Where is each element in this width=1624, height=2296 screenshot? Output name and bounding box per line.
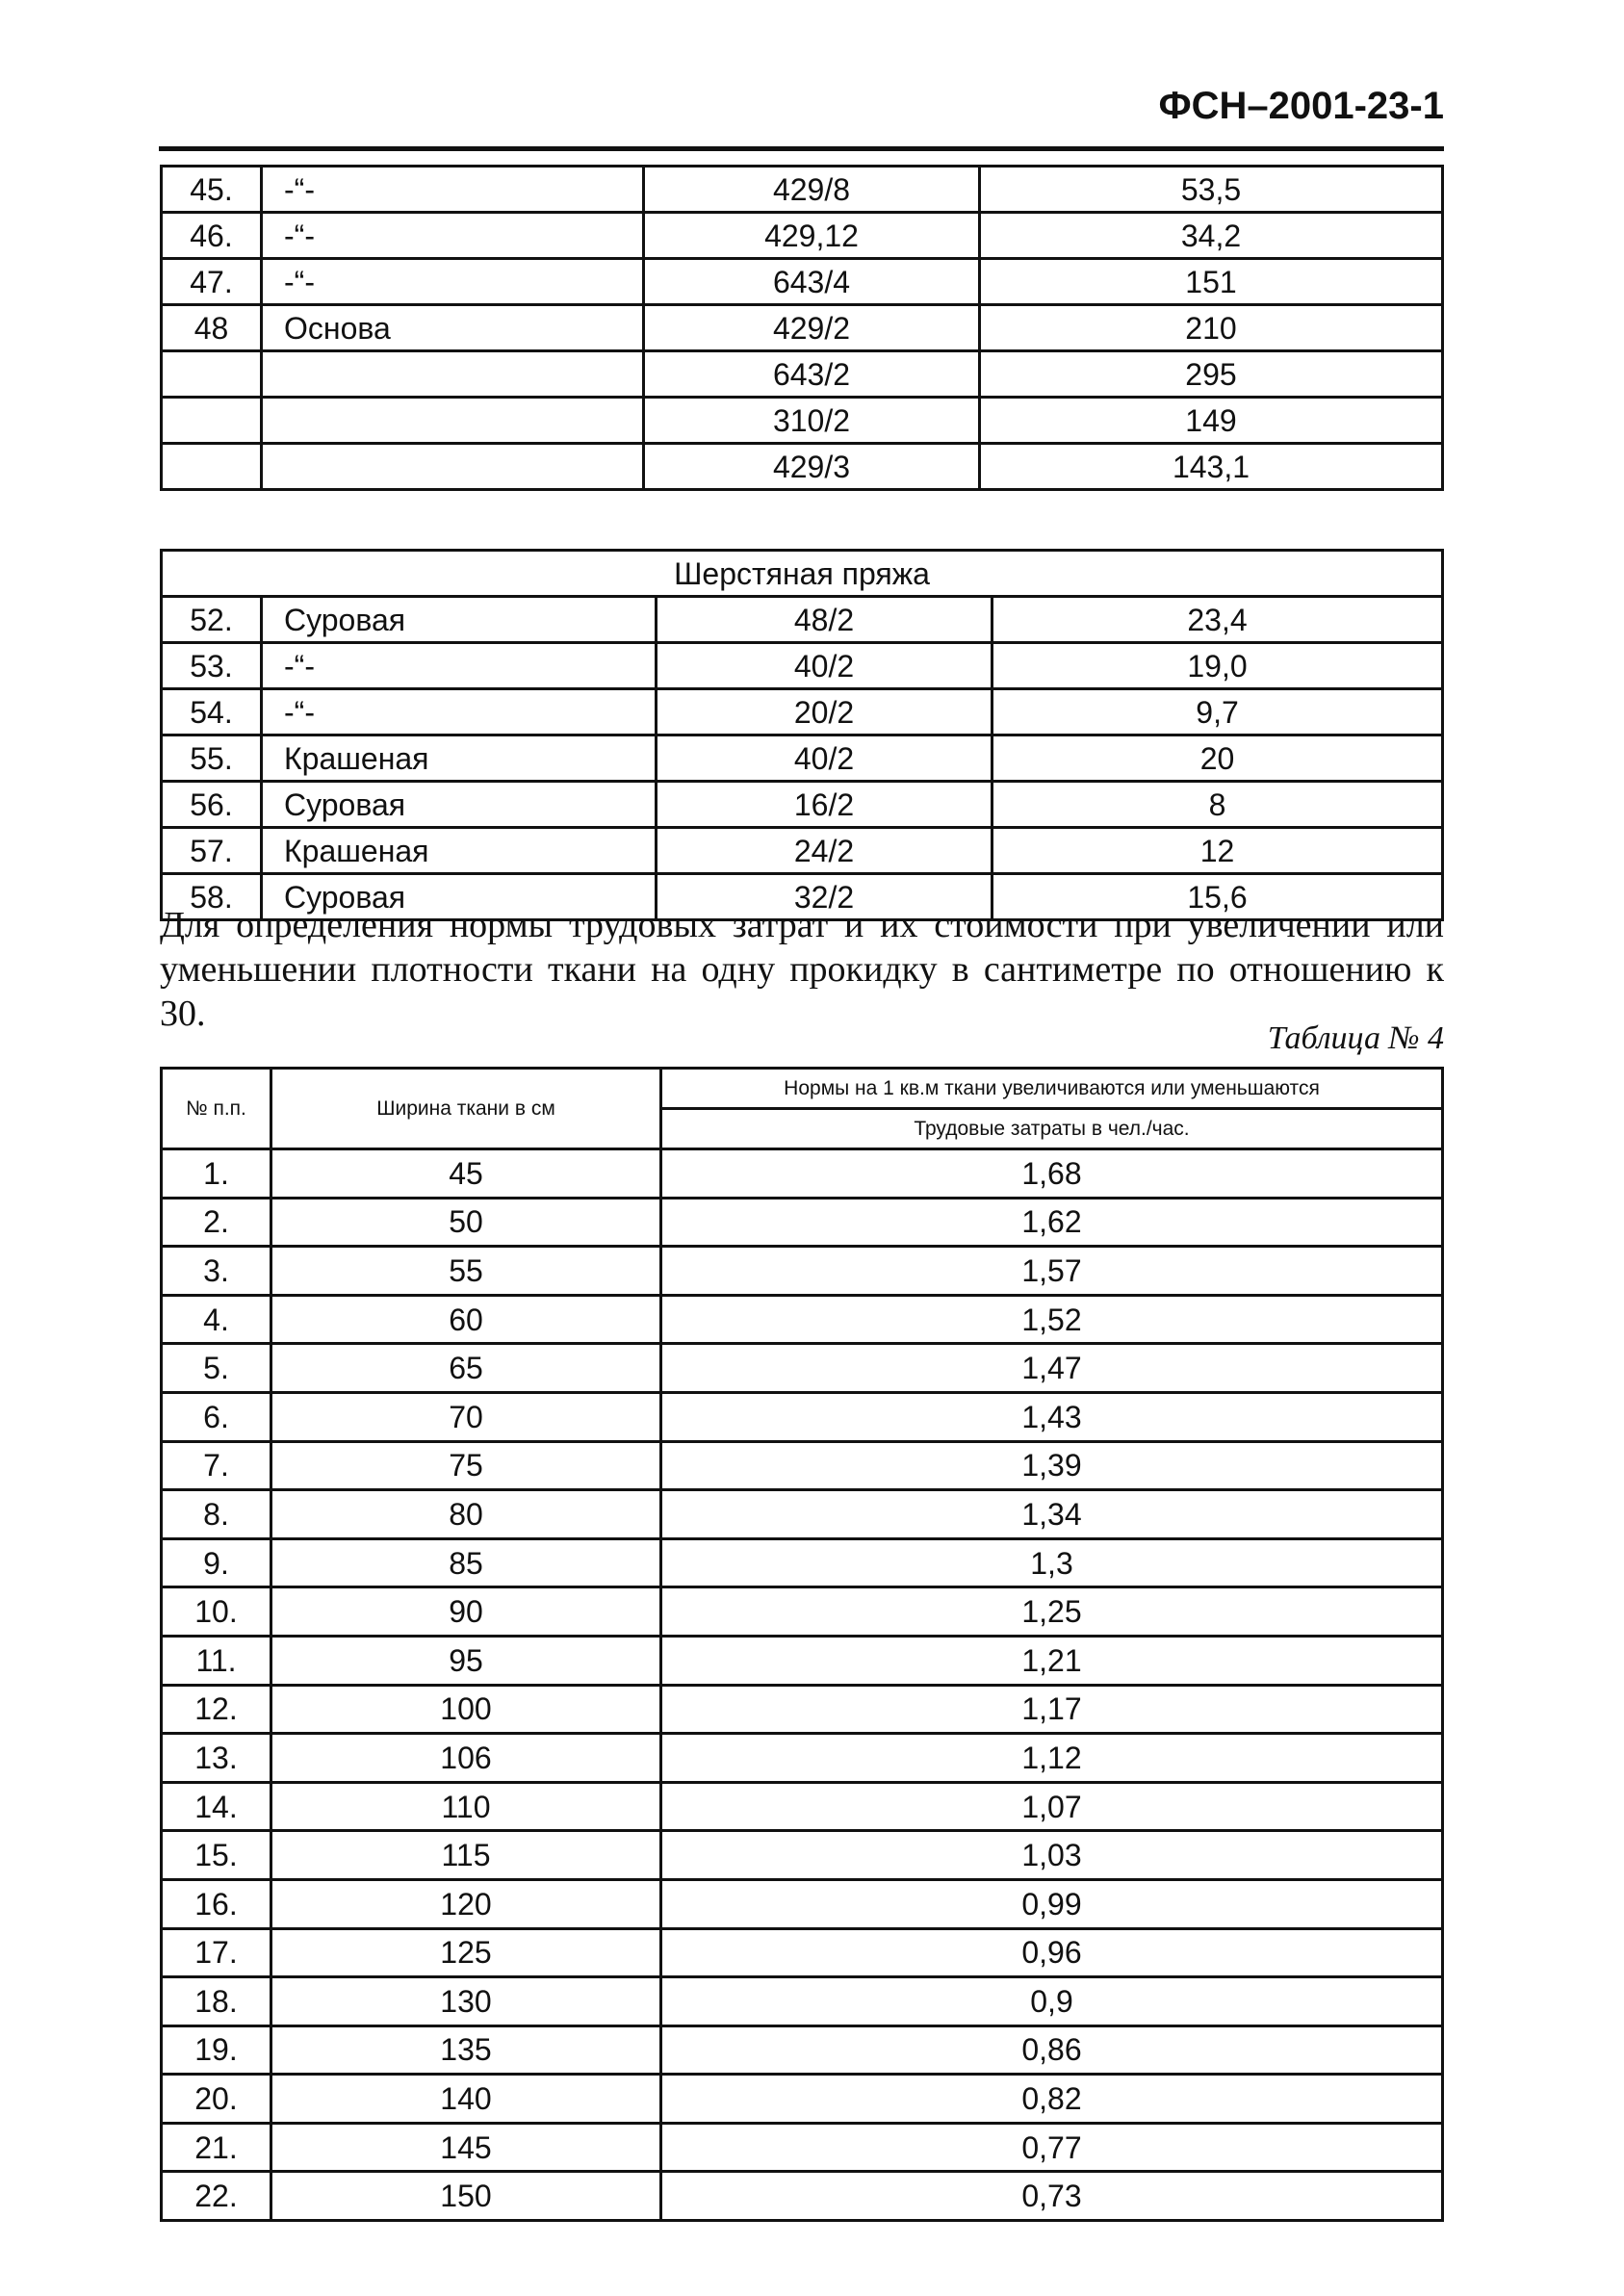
table-4-header-num: № п.п. — [162, 1069, 271, 1149]
fabric-width-cell: 80 — [271, 1490, 661, 1539]
table-row — [162, 213, 1443, 259]
row-number-cell: 3. — [162, 1247, 271, 1296]
table-row — [162, 782, 1443, 828]
labor-cost-cell: 0,82 — [661, 2075, 1443, 2124]
value-cell: 34,2 — [980, 213, 1443, 259]
yarn-name-cell: Крашеная — [262, 828, 657, 874]
row-number-cell: 8. — [162, 1490, 271, 1539]
labor-cost-cell: 1,21 — [661, 1636, 1443, 1685]
labor-cost-cell: 0,9 — [661, 1977, 1443, 2026]
value-cell: 23,4 — [992, 597, 1443, 643]
section-title: Шерстяная пряжа — [162, 551, 1443, 597]
table-row — [162, 167, 1443, 213]
labor-cost-cell: 1,12 — [661, 1734, 1443, 1783]
row-number-cell — [162, 351, 262, 398]
table-row — [162, 2123, 1443, 2172]
table-4-header-width: Ширина ткани в см — [271, 1069, 661, 1149]
fabric-width-cell: 125 — [271, 1928, 661, 1977]
table-row — [162, 1295, 1443, 1344]
row-number-cell: 58. — [162, 874, 262, 920]
fabric-width-cell: 130 — [271, 1977, 661, 2026]
table-row — [162, 2025, 1443, 2075]
labor-cost-cell: 1,17 — [661, 1685, 1443, 1734]
row-number-cell: 54. — [162, 689, 262, 735]
row-number-cell: 13. — [162, 1734, 271, 1783]
table-row — [162, 689, 1443, 735]
labor-cost-cell: 0,96 — [661, 1928, 1443, 1977]
table-row — [162, 259, 1443, 305]
yarn-name-cell: Суровая — [262, 874, 657, 920]
table-row — [162, 1247, 1443, 1296]
table-row — [162, 305, 1443, 351]
table-row — [162, 1490, 1443, 1539]
table-row — [162, 1538, 1443, 1587]
yarn-spec-cell: 429/8 — [644, 167, 980, 213]
fabric-width-cell: 140 — [271, 2075, 661, 2124]
row-number-cell: 11. — [162, 1636, 271, 1685]
yarn-spec-cell: 429/2 — [644, 305, 980, 351]
table-row — [162, 1636, 1443, 1685]
row-number-cell: 12. — [162, 1685, 271, 1734]
yarn-name-cell: -“- — [262, 643, 657, 689]
row-number-cell — [162, 398, 262, 444]
yarn-spec-cell: 32/2 — [657, 874, 992, 920]
fabric-width-cell: 90 — [271, 1587, 661, 1637]
value-cell: 149 — [980, 398, 1443, 444]
fabric-width-cell: 70 — [271, 1392, 661, 1441]
labor-cost-cell: 0,99 — [661, 1879, 1443, 1928]
row-number-cell: 47. — [162, 259, 262, 305]
row-number-cell — [162, 444, 262, 490]
table-row — [162, 1977, 1443, 2026]
fabric-width-cell: 115 — [271, 1831, 661, 1880]
yarn-spec-cell: 643/4 — [644, 259, 980, 305]
yarn-name-cell: -“- — [262, 213, 644, 259]
labor-cost-cell: 1,03 — [661, 1831, 1443, 1880]
yarn-spec-cell: 16/2 — [657, 782, 992, 828]
table-row — [162, 1149, 1443, 1199]
table-4-header-norms: Нормы на 1 кв.м ткани увеличиваются или уменьшаются — [661, 1069, 1443, 1109]
row-number-cell: 5. — [162, 1344, 271, 1393]
labor-cost-cell: 1,57 — [661, 1247, 1443, 1296]
yarn-spec-cell: 40/2 — [657, 735, 992, 782]
row-number-cell: 15. — [162, 1831, 271, 1880]
value-cell: 143,1 — [980, 444, 1443, 490]
row-number-cell: 22. — [162, 2172, 271, 2221]
yarn-name-cell: -“- — [262, 259, 644, 305]
row-number-cell: 14. — [162, 1782, 271, 1831]
fabric-width-cell: 65 — [271, 1344, 661, 1393]
row-number-cell: 2. — [162, 1198, 271, 1247]
table-row — [162, 1831, 1443, 1880]
labor-cost-cell: 1,43 — [661, 1392, 1443, 1441]
table-row — [162, 1879, 1443, 1928]
value-cell: 210 — [980, 305, 1443, 351]
row-number-cell: 57. — [162, 828, 262, 874]
header-rule — [159, 146, 1444, 151]
row-number-cell: 18. — [162, 1977, 271, 2026]
row-number-cell: 46. — [162, 213, 262, 259]
row-number-cell: 16. — [162, 1879, 271, 1928]
table-4-header-row — [162, 1069, 1443, 1109]
fabric-width-cell: 60 — [271, 1295, 661, 1344]
row-number-cell: 45. — [162, 167, 262, 213]
yarn-spec-cell: 429,12 — [644, 213, 980, 259]
row-number-cell: 55. — [162, 735, 262, 782]
table-row — [162, 1734, 1443, 1783]
yarn-name-cell: -“- — [262, 689, 657, 735]
labor-cost-cell: 1,07 — [661, 1782, 1443, 1831]
table-row — [162, 398, 1443, 444]
fabric-width-cell: 75 — [271, 1441, 661, 1490]
fabric-width-cell: 85 — [271, 1538, 661, 1587]
value-cell: 151 — [980, 259, 1443, 305]
table-row — [162, 1344, 1443, 1393]
table-row — [162, 828, 1443, 874]
table-row — [162, 2172, 1443, 2221]
fabric-width-cell: 135 — [271, 2025, 661, 2075]
value-cell: 15,6 — [992, 874, 1443, 920]
value-cell: 19,0 — [992, 643, 1443, 689]
table-4-caption: Таблица № 4 — [1267, 1020, 1444, 1056]
fabric-width-cell: 95 — [271, 1636, 661, 1685]
table-row — [162, 444, 1443, 490]
table-row — [162, 1587, 1443, 1637]
row-number-cell: 20. — [162, 2075, 271, 2124]
table-row — [162, 351, 1443, 398]
row-number-cell: 48 — [162, 305, 262, 351]
yarn-name-cell — [262, 398, 644, 444]
fabric-width-cell: 55 — [271, 1247, 661, 1296]
yarn-spec-cell: 40/2 — [657, 643, 992, 689]
table-row — [162, 643, 1443, 689]
fabric-width-cell: 150 — [271, 2172, 661, 2221]
yarn-name-cell — [262, 444, 644, 490]
table-4-header-labor: Трудовые затраты в чел./час. — [661, 1109, 1443, 1149]
row-number-cell: 53. — [162, 643, 262, 689]
table-row — [162, 1441, 1443, 1490]
yarn-spec-cell: 643/2 — [644, 351, 980, 398]
yarn-name-cell: Суровая — [262, 597, 657, 643]
yarn-name-cell: Основа — [262, 305, 644, 351]
table-4 — [160, 1067, 1444, 2222]
row-number-cell: 17. — [162, 1928, 271, 1977]
table-row — [162, 1198, 1443, 1247]
row-number-cell: 1. — [162, 1149, 271, 1199]
page-header-doc-code: ФСН–2001-23-1 — [1158, 85, 1444, 127]
labor-cost-cell: 1,25 — [661, 1587, 1443, 1637]
fabric-width-cell: 145 — [271, 2123, 661, 2172]
yarn-name-cell: -“- — [262, 167, 644, 213]
value-cell: 53,5 — [980, 167, 1443, 213]
fabric-width-cell: 106 — [271, 1734, 661, 1783]
table-3-continuation-top — [160, 165, 1444, 491]
yarn-spec-cell: 429/3 — [644, 444, 980, 490]
row-number-cell: 19. — [162, 2025, 271, 2075]
labor-cost-cell: 1,47 — [661, 1344, 1443, 1393]
table-row — [162, 1685, 1443, 1734]
value-cell: 20 — [992, 735, 1443, 782]
fabric-width-cell: 120 — [271, 1879, 661, 1928]
table-row — [162, 597, 1443, 643]
labor-cost-cell: 0,73 — [661, 2172, 1443, 2221]
value-cell: 9,7 — [992, 689, 1443, 735]
table-row — [162, 1392, 1443, 1441]
yarn-spec-cell: 20/2 — [657, 689, 992, 735]
yarn-spec-cell: 48/2 — [657, 597, 992, 643]
table-row — [162, 1782, 1443, 1831]
fabric-width-cell: 50 — [271, 1198, 661, 1247]
section-row — [162, 551, 1443, 597]
row-number-cell: 6. — [162, 1392, 271, 1441]
row-number-cell: 9. — [162, 1538, 271, 1587]
row-number-cell: 56. — [162, 782, 262, 828]
fabric-width-cell: 100 — [271, 1685, 661, 1734]
labor-cost-cell: 1,62 — [661, 1198, 1443, 1247]
row-number-cell: 10. — [162, 1587, 271, 1637]
fabric-width-cell: 110 — [271, 1782, 661, 1831]
labor-cost-cell: 1,39 — [661, 1441, 1443, 1490]
body-paragraph: Для определения нормы трудовых затрат и их стоимости при увеличении или уменьшении плотности ткани на одну прокидку в сантиметре по отношению к 30. — [160, 905, 1444, 1034]
table-row — [162, 2075, 1443, 2124]
yarn-name-cell — [262, 351, 644, 398]
value-cell: 12 — [992, 828, 1443, 874]
value-cell: 295 — [980, 351, 1443, 398]
row-number-cell: 52. — [162, 597, 262, 643]
labor-cost-cell: 0,86 — [661, 2025, 1443, 2075]
labor-cost-cell: 1,68 — [661, 1149, 1443, 1199]
row-number-cell: 7. — [162, 1441, 271, 1490]
yarn-name-cell: Крашеная — [262, 735, 657, 782]
table-3-continuation-wool — [160, 549, 1444, 921]
yarn-name-cell: Суровая — [262, 782, 657, 828]
row-number-cell: 21. — [162, 2123, 271, 2172]
labor-cost-cell: 1,3 — [661, 1538, 1443, 1587]
table-row — [162, 735, 1443, 782]
labor-cost-cell: 0,77 — [661, 2123, 1443, 2172]
yarn-spec-cell: 24/2 — [657, 828, 992, 874]
yarn-spec-cell: 310/2 — [644, 398, 980, 444]
value-cell: 8 — [992, 782, 1443, 828]
labor-cost-cell: 1,52 — [661, 1295, 1443, 1344]
labor-cost-cell: 1,34 — [661, 1490, 1443, 1539]
fabric-width-cell: 45 — [271, 1149, 661, 1199]
row-number-cell: 4. — [162, 1295, 271, 1344]
table-row — [162, 1928, 1443, 1977]
